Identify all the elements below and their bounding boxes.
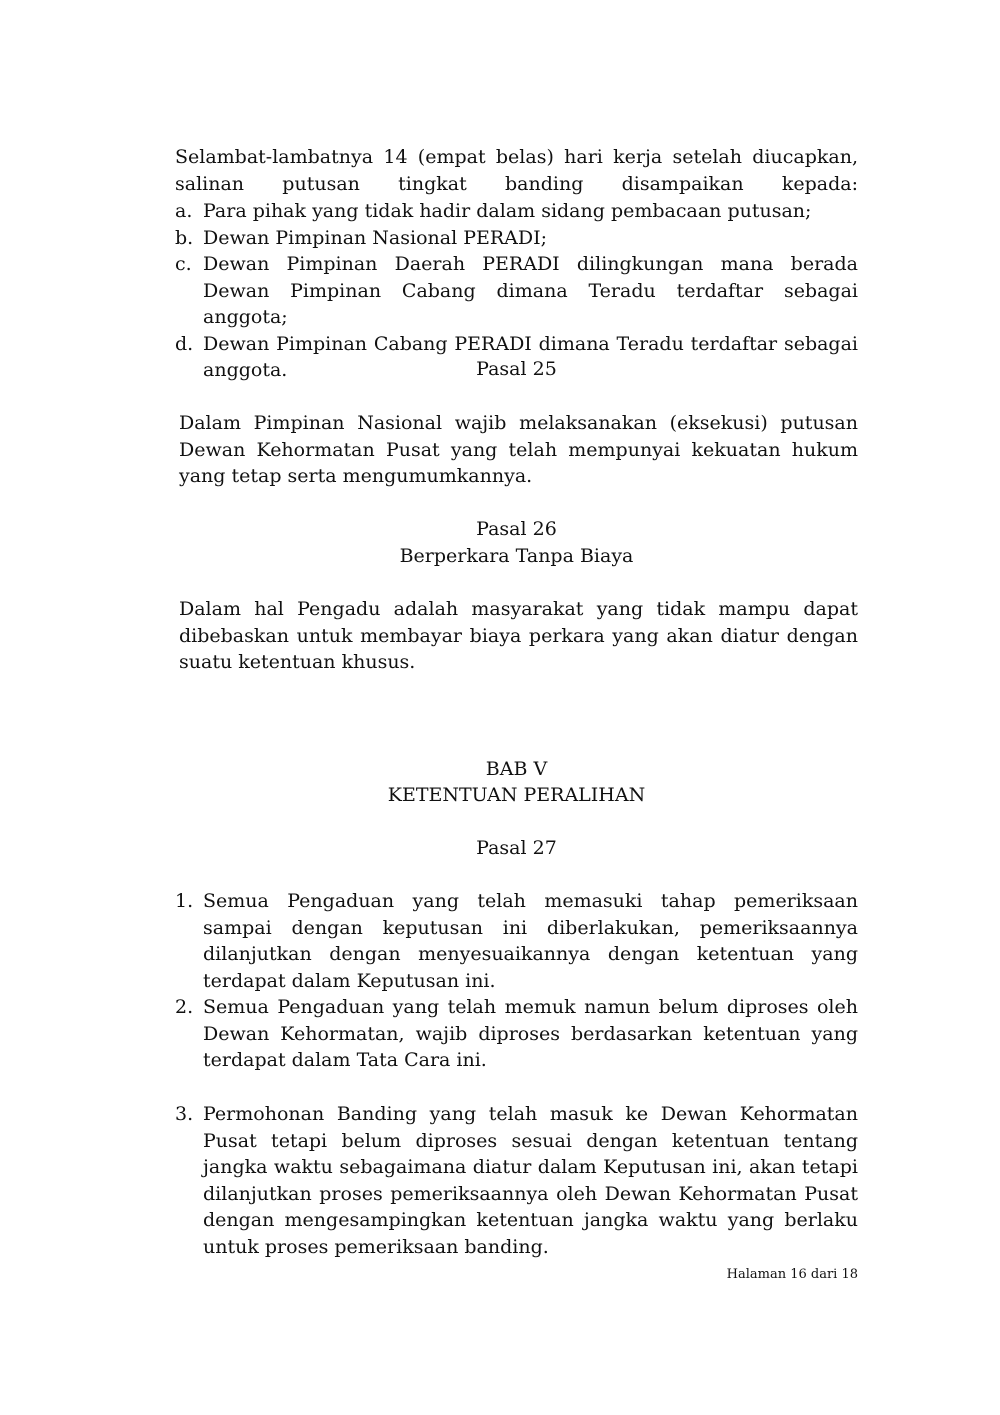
pasal-27-heading: Pasal 27 [476,837,557,859]
list-marker: a. [175,200,193,222]
item-number: 1. [175,890,194,912]
list-item-text: Para pihak yang tidak hadir dalam sidang pembacaan putusan; [203,200,812,222]
pasal-26-text: Dalam hal Pengadu adalah masyarakat yang tidak mampu dapat dibebaskan untuk membayar biaya perkara yang akan diatur dengan suatu ketentuan khusus. [179,598,858,673]
intro-paragraph: Selambat-lambatnya 14 (empat belas) hari kerja setelah diucapkan, salinan putusan tingkat banding disampaikan kepada: [175,146,858,195]
item-number: 2. [175,996,194,1018]
pasal-26-subheading: Berperkara Tanpa Biaya [399,545,634,567]
list-item-text: Dewan Pimpinan Daerah PERADI dilingkungan mana berada Dewan Pimpinan Cabang dimana Teradu terdaftar sebagai anggota; [203,253,858,328]
item-number: 3. [175,1103,194,1125]
page-number: Halaman 16 dari 18 [726,1267,858,1282]
item-text: Semua Pengaduan yang telah memasuki tahap pemeriksaan sampai dengan keputusan ini diberlakukan, pemeriksaannya dilanjutkan dengan menyesuaikannya dengan ketentuan yang terdapat dalam Keputusan ini. [203,890,858,992]
pasal-25-text: Dalam Pimpinan Nasional wajib melaksanakan (eksekusi) putusan Dewan Kehormatan Pusat yang telah mempunyai kekuatan hukum yang tetap serta mengumumkannya. [179,412,858,487]
pasal-27-item [175,1101,858,1260]
bab-title: BAB V [485,758,548,780]
list-item-text: Dewan Pimpinan Nasional PERADI; [203,226,548,249]
pasal-27-item [175,888,858,994]
bab-subtitle: KETENTUAN PERALIHAN [387,784,646,806]
pasal-26-heading: Pasal 26 [476,518,557,540]
pasal-25-heading: Pasal 25 [476,358,557,380]
list-marker: b. [175,226,194,249]
list-item-text: Dewan Pimpinan Cabang PERADI dimana Teradu terdaftar sebagai anggota. [203,332,858,381]
list-item [175,225,858,252]
list-marker: c. [175,253,192,275]
item-text: Permohonan Banding yang telah masuk ke Dewan Kehormatan Pusat tetapi belum diproses sesuai dengan ketentuan tentang jangka waktu sebagaimana diatur dalam Keputusan ini, akan tetapi dilanjutkan proses pemeriksaannya oleh Dewan Kehormatan Pusat dengan mengesampingkan ketentuan jangka waktu yang berlaku untuk proses pemeriksaan banding. [203,1103,858,1258]
list-item [175,198,858,225]
pasal-27-item [175,994,858,1074]
list-item [175,251,858,331]
item-text: Semua Pengaduan yang telah memuk namun belum diproses oleh Dewan Kehormatan, wajib diproses berdasarkan ketentuan yang terdapat dalam Tata Cara ini. [203,996,858,1071]
list-marker: d. [175,332,194,355]
